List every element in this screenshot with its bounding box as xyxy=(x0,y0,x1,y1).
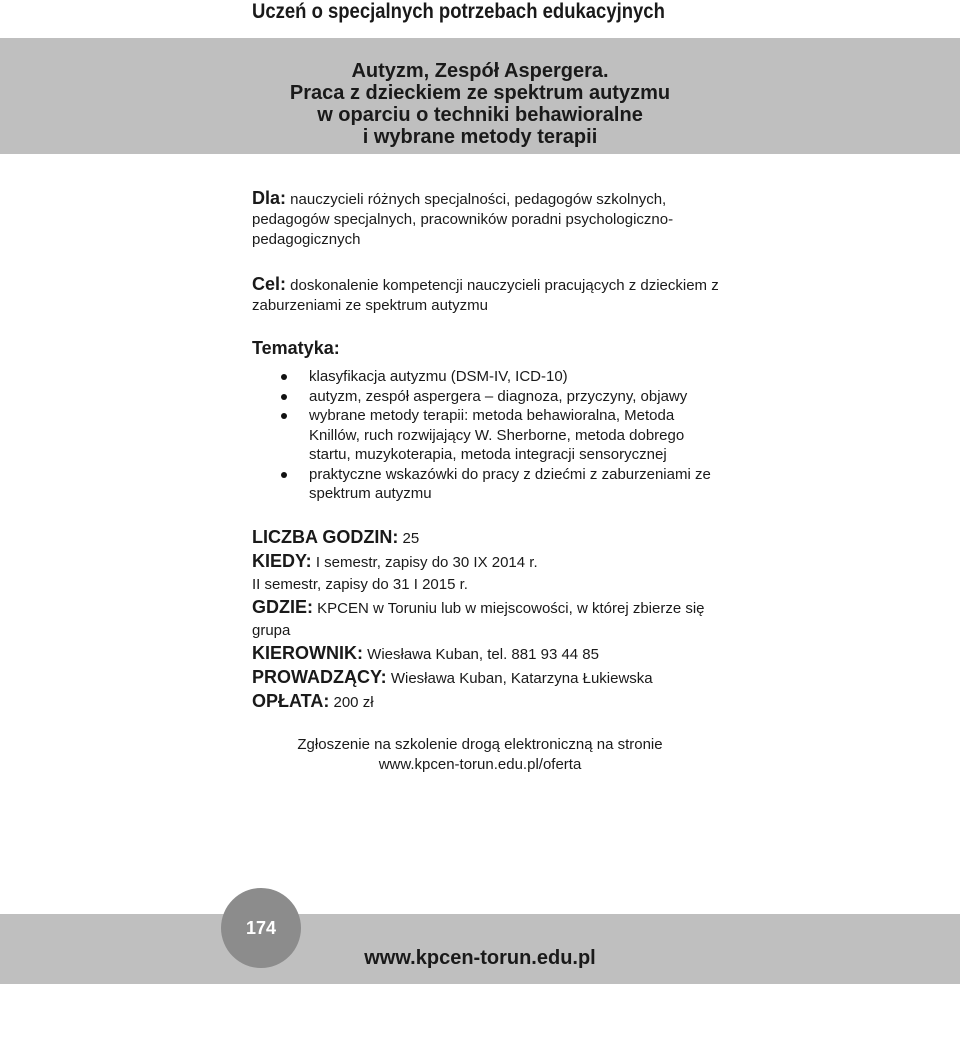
topics-heading: Tematyka: xyxy=(252,338,340,358)
when-row-2: II semestr, zapisy do 31 I 2015 r. xyxy=(252,575,468,593)
goal-section xyxy=(252,274,722,316)
fee-label: OPŁATA: xyxy=(252,690,330,711)
where-label: GDZIE: xyxy=(252,596,313,617)
title-line: Praca z dzieckiem ze spektrum autyzmu xyxy=(289,82,671,104)
head-row xyxy=(252,642,722,666)
when-value: I semestr, zapisy do 30 IX 2014 r. xyxy=(311,553,538,571)
list-item xyxy=(252,387,722,407)
head-label: KIEROWNIK: xyxy=(252,642,363,663)
fee-row xyxy=(252,690,722,714)
bullet-icon xyxy=(281,374,287,380)
list-item xyxy=(252,367,722,387)
footer-url[interactable]: www.kpcen-torun.edu.pl xyxy=(364,947,596,969)
leaders-row xyxy=(252,666,722,690)
bullet-icon xyxy=(281,394,287,400)
leaders-value: Wiesława Kuban, Katarzyna Łukiewska xyxy=(386,669,653,687)
hours-label: LICZBA GODZIN: xyxy=(252,526,399,547)
running-header: Uczeń o specjalnych potrzebach edukacyjnych xyxy=(252,0,665,23)
title-line: w oparciu o techniki behawioralne xyxy=(317,104,643,126)
head-value: Wiesława Kuban, tel. 881 93 44 85 xyxy=(363,645,599,663)
audience-section xyxy=(252,188,722,250)
registration-link[interactable]: www.kpcen-torun.edu.pl/oferta xyxy=(378,756,582,773)
goal-label: Cel: xyxy=(252,274,287,294)
topic-text: praktyczne wskazówki do pracy z dziećmi z zaburzeniami ze spektrum autyzmu xyxy=(309,465,711,502)
where-value: KPCEN w Toruniu lub w miejscowości, w której zbierze się grupa xyxy=(252,599,705,639)
title-line: Autyzm, Zespół Aspergera. xyxy=(351,60,609,82)
page-number: 174 xyxy=(245,917,277,938)
when-row xyxy=(252,550,722,574)
where-row xyxy=(252,596,722,642)
fee-value: 200 zł xyxy=(329,693,374,711)
bullet-icon xyxy=(281,472,287,478)
topics-list xyxy=(252,367,722,504)
registration-note xyxy=(0,735,960,775)
topic-text: klasyfikacja autyzmu (DSM-IV, ICD-10) xyxy=(309,368,568,385)
document-title xyxy=(0,60,960,148)
list-item xyxy=(252,406,722,465)
bullet-icon xyxy=(281,413,287,419)
registration-line: Zgłoszenie na szkolenie drogą elektroniczną na stronie xyxy=(297,736,663,753)
audience-label: Dla: xyxy=(252,188,287,208)
goal-text: doskonalenie kompetencji nauczycieli pracujących z dzieckiem z zaburzeniami ze spektrum autyzmu xyxy=(252,277,719,314)
when-label: KIEDY: xyxy=(252,550,312,571)
topic-text: wybrane metody terapii: metoda behawioralna, Metoda Knillów, ruch rozwijający W. Sherborne, metoda dobrego startu, muzykoterapia, metoda integracji sensorycznej xyxy=(309,407,685,463)
title-line: i wybrane metody terapii xyxy=(362,126,598,148)
list-item xyxy=(252,465,722,504)
topic-text: autyzm, zespół aspergera – diagnoza, przyczyny, objawy xyxy=(309,387,688,405)
course-facts xyxy=(252,526,722,714)
audience-text: nauczycieli różnych specjalności, pedagogów szkolnych, pedagogów specjalnych, pracowników poradni psychologiczno-pedagogicznych xyxy=(252,191,674,248)
leaders-label: PROWADZĄCY: xyxy=(252,666,387,687)
topics-section xyxy=(252,337,722,504)
hours-row xyxy=(252,526,722,550)
hours-value: 25 xyxy=(398,529,420,547)
course-details xyxy=(252,188,722,714)
